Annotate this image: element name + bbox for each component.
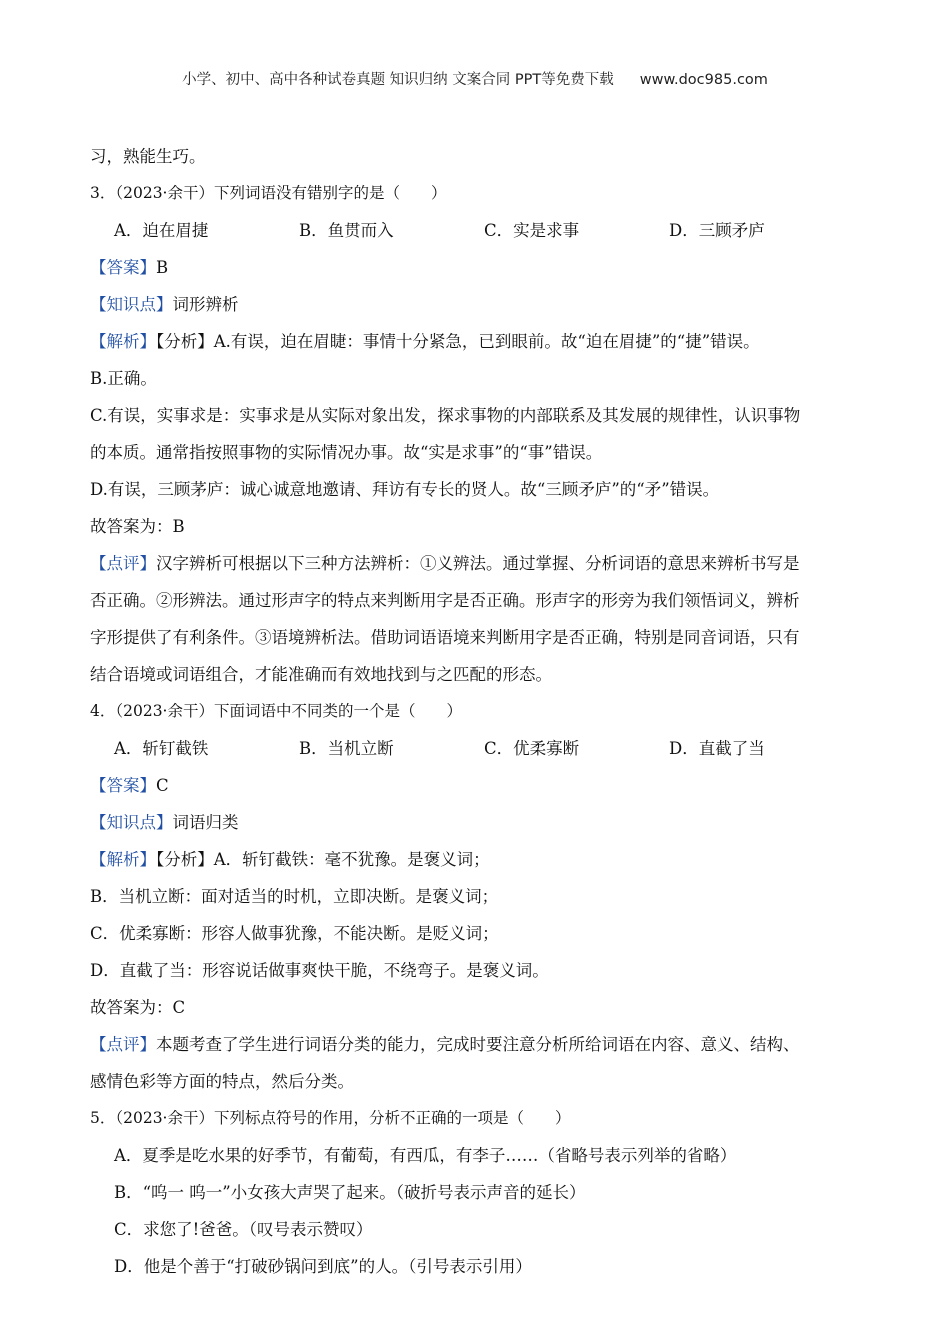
- q3-answer: [90, 249, 860, 286]
- knowledge-tag: 【知识点】: [90, 295, 173, 314]
- q3-analysis-line-2: B.正确。: [90, 369, 157, 388]
- q3-stem: 3．（2023·余干）下列词语没有错别字的是（ ）: [90, 184, 447, 202]
- q3-comment-line-1: [90, 545, 860, 582]
- q4-analysis-line-1: [90, 841, 860, 878]
- q3-comment-line-4: 结合语境或词语组合，才能准确而有效地找到与之匹配的形态。: [90, 665, 552, 684]
- q4-final-answer: 故答案为：C: [90, 998, 186, 1017]
- q4-answer: [90, 767, 860, 804]
- q4-comment-line-1: [90, 1026, 860, 1063]
- page-header: [0, 68, 950, 89]
- q4-option-d: D．直截了当: [669, 739, 765, 758]
- q4-kp-value: 词语归类: [172, 813, 239, 832]
- q4-stem: 4．（2023·余干）下面词语中不同类的一个是（ ）: [90, 702, 462, 720]
- comment-tag: 【点评】: [90, 1035, 156, 1054]
- q3-knowledge-point: [90, 286, 860, 323]
- q4-answer-value: C: [156, 776, 169, 795]
- comment-tag: 【点评】: [90, 554, 156, 573]
- q3-option-a: A．迫在眉捷: [114, 221, 209, 240]
- document-body: [90, 138, 860, 1285]
- q4-analysis-text: 【分析】A．斩钉截铁：毫不犹豫。是褒义词；: [156, 850, 490, 869]
- q4-comment-text: 本题考查了学生进行词语分类的能力，完成时要注意分析所给词语在内容、意义、结构、: [156, 1035, 800, 1054]
- q3-analysis-line-3: C.有误，实事求是：实事求是从实际对象出发，探求事物的内部联系及其发展的规律性，认识事物: [90, 406, 801, 425]
- q3-final-answer: 故答案为：B: [90, 517, 185, 536]
- q4-option-a: A．斩钉截铁: [114, 739, 209, 758]
- q4-analysis-line-4: D．直截了当：形容说话做事爽快干脆，不绕弯子。是褒义词。: [90, 961, 549, 980]
- q3-comment-line-2: 否正确。②形辨法。通过形声字的特点来判断用字是否正确。形声字的形旁为我们领悟词义，辨析: [90, 591, 800, 610]
- q3-kp-value: 词形辨析: [172, 295, 239, 314]
- header-text: 小学、初中、高中各种试卷真题 知识归纳 文案合同 PPT等免费下载: [182, 72, 614, 88]
- q4-option-b: B．当机立断: [299, 739, 394, 758]
- q5-stem: 5．（2023·余干）下列标点符号的作用，分析不正确的一项是（ ）: [90, 1109, 571, 1127]
- q3-options: [90, 212, 860, 249]
- q3-answer-value: B: [156, 258, 169, 277]
- answer-tag: 【答案】: [90, 258, 156, 277]
- q3-option-b: B．鱼贯而入: [299, 221, 394, 240]
- carry-over-line: 习，熟能生巧。: [90, 147, 206, 166]
- q3-analysis-line-1: [90, 323, 860, 360]
- q4-knowledge-point: [90, 804, 860, 841]
- q4-comment-line-2: 感情色彩等方面的特点，然后分类。: [90, 1072, 354, 1091]
- q3-option-c: C．实是求事: [484, 221, 580, 240]
- q5-option-a: A．夏季是吃水果的好季节，有葡萄，有西瓜，有李子……（省略号表示列举的省略）: [114, 1146, 737, 1165]
- q4-analysis-line-3: C．优柔寡断：形容人做事犹豫，不能决断。是贬义词；: [90, 924, 499, 943]
- q5-option-c: C．求您了!爸爸。（叹号表示赞叹）: [114, 1220, 373, 1239]
- analysis-tag: 【解析】: [90, 850, 156, 869]
- knowledge-tag: 【知识点】: [90, 813, 173, 832]
- analysis-tag: 【解析】: [90, 332, 156, 351]
- q3-analysis-text: 【分析】A.有误，迫在眉睫：事情十分紧急，已到眼前。故“迫在眉捷”的“捷”错误。: [156, 332, 760, 351]
- q4-analysis-line-2: B．当机立断：面对适当的时机，立即决断。是褒义词；: [90, 887, 499, 906]
- header-site-link[interactable]: www.doc985.com: [639, 72, 768, 88]
- q3-comment-line-3: 字形提供了有利条件。③语境辨析法。借助词语语境来判断用字是否正确，特别是同音词语，只有: [90, 628, 800, 647]
- q3-comment-text: 汉字辨析可根据以下三种方法辨析：①义辨法。通过掌握、分析词语的意思来辨析书写是: [156, 554, 800, 573]
- q5-option-d: D．他是个善于“打破砂锅问到底”的人。（引号表示引用）: [114, 1257, 532, 1276]
- q3-analysis-line-5: D.有误，三顾茅庐：诚心诚意地邀请、拜访有专长的贤人。故“三顾矛庐”的“矛”错误。: [90, 480, 720, 499]
- q3-option-d: D．三顾矛庐: [669, 221, 765, 240]
- q4-option-c: C．优柔寡断: [484, 739, 580, 758]
- answer-tag: 【答案】: [90, 776, 156, 795]
- q5-option-b: B．“呜一 呜一”小女孩大声哭了起来。（破折号表示声音的延长）: [114, 1183, 586, 1202]
- q3-analysis-line-4: 的本质。通常指按照事物的实际情况办事。故“实是求事”的“事”错误。: [90, 443, 603, 462]
- q4-options: [90, 730, 860, 767]
